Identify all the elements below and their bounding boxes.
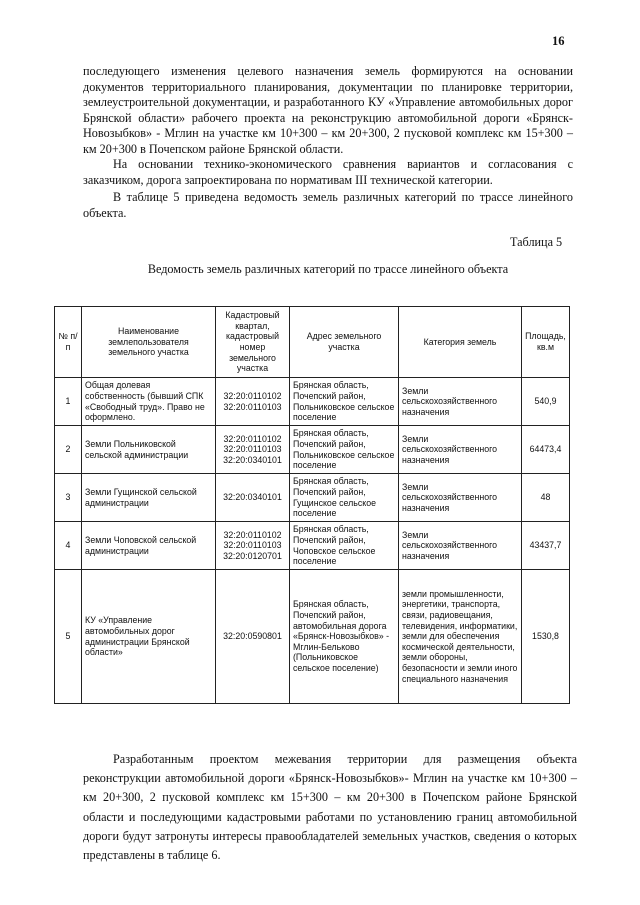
header-category: Категория земель	[399, 307, 522, 378]
header-cadastral: Кадастровый квартал, кадастровый номер земельного участка	[216, 307, 290, 378]
table-reference-paragraph: В таблице 5 приведена ведомость земель различных категорий по трассе линейного объекта.	[83, 190, 573, 220]
header-area: Площадь, кв.м	[522, 307, 570, 378]
row-user: Общая долевая собственность (бывший СПК «Свободный труд». Право не оформлено.	[82, 378, 216, 426]
row-area: 43437,7	[522, 522, 570, 570]
row-cadastral	[216, 426, 290, 474]
page-number: 16	[552, 34, 565, 48]
row-category: Земли сельскохозяйственного назначения	[399, 378, 522, 426]
row-category: Земли сельскохозяйственного назначения	[399, 474, 522, 522]
row-area: 64473,4	[522, 426, 570, 474]
row-cadastral	[216, 522, 290, 570]
cadastral-number: 32:20:0110102	[223, 390, 282, 401]
row-num: 2	[55, 426, 82, 474]
row-category: Земли сельскохозяйственного назначения	[399, 522, 522, 570]
row-address: Брянская область, Почепский район, Чоповское сельское поселение	[290, 522, 399, 570]
cadastral-number: 32:20:0590801	[223, 631, 282, 642]
intro-paragraph: последующего изменения целевого назначения земель формируются на основании документов территориального планирования, документации по планировке территории, землеустроительной документации, и разработанного КУ «Управление автомобильных дорог Брянской области» рабочего проекта на реконструкцию автомобильной дороги «Брянск-Новозыбков» - Мглин на участке км 10+300 – км 20+300, 2 пусковой комплекс км 15+300 – км 20+300 в Почепском районе Брянской области.	[83, 64, 573, 156]
table-row	[55, 474, 570, 522]
row-num: 4	[55, 522, 82, 570]
cadastral-number: 32:20:0340101	[223, 492, 282, 503]
conclusion-paragraph: Разработанным проектом межевания территории для размещения объекта реконструкции автомобильной дороги «Брянск-Новозыбков»- Мглин на участке км 10+300 – км 20+300, 2 пусковой комплекс км 15+300 – км 20+300 в Почепском районе Брянской области и последующими кадастровыми работами по установлению границ автомобильной дороги будут затронуты интересы правообладателей земельных участков, сведения о которых представлены в таблице 6.	[83, 752, 577, 863]
table-label: Таблица 5	[510, 235, 563, 249]
row-area: 1530,8	[522, 570, 570, 704]
row-address: Брянская область, Почепский район, Польниковское сельское поселение	[290, 378, 399, 426]
row-user: Земли Гущинской сельской администрации	[82, 474, 216, 522]
cadastral-number: 32:20:0110103	[223, 444, 282, 455]
cadastral-number: 32:20:0110102	[223, 529, 282, 540]
row-user: Земли Польниковской сельской администрации	[82, 426, 216, 474]
row-user: КУ «Управление автомобильных дорог администрации Брянской области»	[82, 570, 216, 704]
cadastral-number: 32:20:0110103	[223, 401, 282, 412]
row-num: 3	[55, 474, 82, 522]
row-category: земли промышленности, энергетики, транспорта, связи, радиовещания, телевидения, информатики, земли для обеспечения космической деятельности, земли обороны, безопасности и земли иного специального назначения	[399, 570, 522, 704]
row-address: Брянская область, Почепский район, Гущинское сельское поселение	[290, 474, 399, 522]
basis-paragraph: На основании технико-экономического сравнения вариантов и согласования с заказчиком, дорога запроектирована по нормативам III технической категории.	[83, 157, 573, 187]
row-num: 1	[55, 378, 82, 426]
row-cadastral	[216, 474, 290, 522]
row-category: Земли сельскохозяйственного назначения	[399, 426, 522, 474]
table-row	[55, 522, 570, 570]
row-area: 540,9	[522, 378, 570, 426]
header-num: № п/п	[55, 307, 82, 378]
row-cadastral	[216, 378, 290, 426]
cadastral-number: 32:20:0110103	[223, 540, 282, 551]
table-row	[55, 570, 570, 704]
header-user: Наименование землепользователя земельного участка	[82, 307, 216, 378]
row-user: Земли Чоповской сельской администрации	[82, 522, 216, 570]
row-address: Брянская область, Почепский район, Польниковское сельское поселение	[290, 426, 399, 474]
header-address: Адрес земельного участка	[290, 307, 399, 378]
row-area: 48	[522, 474, 570, 522]
cadastral-number: 32:20:0340101	[223, 454, 282, 465]
table-row	[55, 426, 570, 474]
table-row	[55, 378, 570, 426]
row-address: Брянская область, Почепский район, автомобильная дорога «Брянск-Новозыбков» - Мглин-Белькoво (Польниковское сельское поселение)	[290, 570, 399, 704]
row-cadastral	[216, 570, 290, 704]
table-header-row	[55, 307, 570, 378]
cadastral-number: 32:20:0110102	[223, 433, 282, 444]
row-num: 5	[55, 570, 82, 704]
cadastral-number: 32:20:0120701	[223, 550, 282, 561]
land-categories-table	[54, 306, 570, 704]
table-title: Ведомость земель различных категорий по трассе линейного объекта	[147, 262, 509, 276]
